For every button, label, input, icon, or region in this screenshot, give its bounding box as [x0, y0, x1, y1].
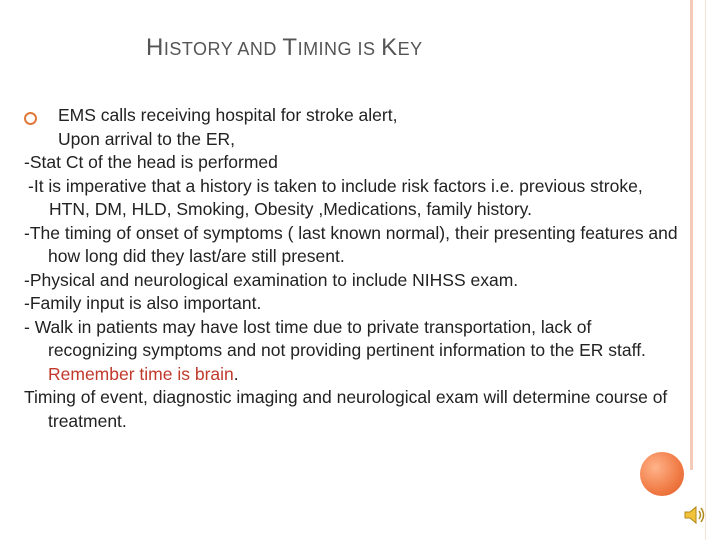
body-line-history: -It is imperative that a history is taken to include risk factors i.e. previous stroke, HTN, DM, HLD, Smoking, Obesity ,Medications, family history. — [28, 175, 643, 219]
title-part-history: ISTORY AND — [163, 39, 283, 59]
walk-in-period: . — [233, 363, 239, 384]
highlight-time-is-brain: Remember time is brain — [48, 363, 234, 384]
orange-circle-icon — [640, 452, 684, 496]
speaker-icon[interactable] — [683, 504, 707, 526]
body-line-arrival: Upon arrival to the ER, — [58, 128, 236, 149]
decorative-border-line — [690, 0, 693, 470]
walk-in-text: - Walk in patients may have lost time due to private transportation, lack of recognizing symptoms and not providing pertinent information to the ER staff. — [24, 316, 646, 360]
body-line-ems: EMS calls receiving hospital for stroke alert, — [58, 105, 398, 125]
body-line-family: -Family input is also important. — [24, 293, 262, 313]
title-part-timing: IMING IS — [297, 39, 382, 59]
title-initial-k: K — [381, 34, 398, 61]
title-initial-h: H — [146, 34, 164, 61]
body-line-walk-in — [24, 316, 684, 387]
body-line-exam: -Physical and neurological examination to include NIHSS exam. — [24, 269, 519, 290]
body-line-stat-ct: -Stat Ct of the head is performed — [24, 152, 278, 172]
body-line-summary: Timing of event, diagnostic imaging and neurological exam will determine course of treatment. — [24, 387, 668, 431]
body-line-timing-onset: -The timing of onset of symptoms ( last known normal), their presenting features and how long did they last/are still present. — [24, 222, 678, 266]
slide-body — [24, 104, 684, 433]
title-part-key: EY — [397, 39, 423, 59]
slide-title — [146, 34, 423, 62]
title-initial-t: T — [282, 34, 298, 61]
decorative-border-line-thin — [705, 0, 706, 540]
